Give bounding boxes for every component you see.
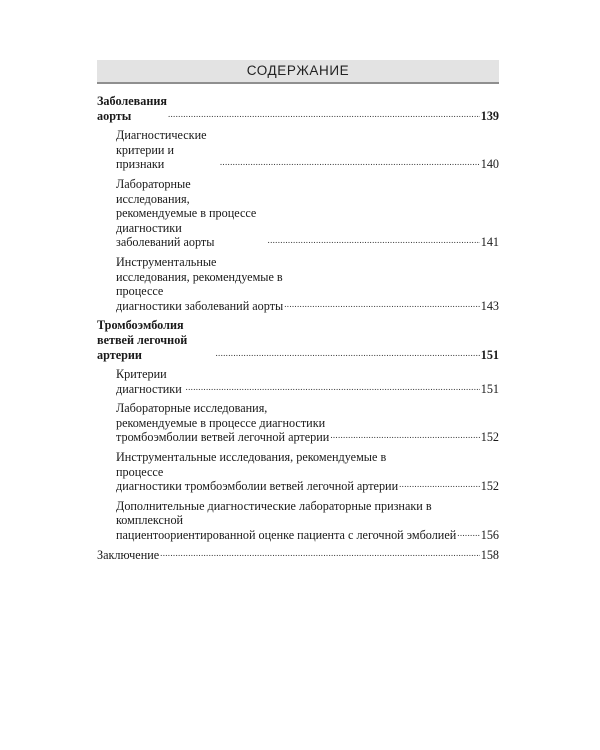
toc-title: СОДЕРЖАНИЕ xyxy=(246,63,350,78)
toc-entry-conclusion[interactable] xyxy=(97,548,499,563)
toc-entry-title: Тромбоэмболия ветвей легочной артерии xyxy=(97,318,188,362)
toc-entry-title-line2: диагностики тромбоэмболии ветвей легочной артерии xyxy=(116,479,399,494)
dot-leader xyxy=(186,380,480,395)
dot-leader xyxy=(160,546,480,561)
toc-entry-page: 152 xyxy=(480,430,499,445)
toc-entry-title-line2: тромбоэмболии ветвей легочной артерии xyxy=(116,430,330,445)
toc-entry-title xyxy=(116,401,329,445)
toc-entry-lab-tests-aorta[interactable] xyxy=(97,177,499,250)
toc-entry-page: 151 xyxy=(480,381,499,396)
toc-entry-page: 140 xyxy=(480,157,499,172)
toc-entry-title: Заболевания аорты xyxy=(97,94,167,123)
toc-entry-title-line1: Инструментальные исследования, рекомендуемые в процессе xyxy=(116,450,387,479)
toc-entry-title xyxy=(116,255,283,313)
toc-entry-instrumental-tests-embolism[interactable] xyxy=(97,450,499,494)
toc-entry-instrumental-tests-aorta[interactable] xyxy=(97,255,499,313)
dot-leader xyxy=(268,233,480,248)
toc-header xyxy=(97,60,499,84)
toc-entry-title-line1: Дополнительные диагностические лабораторные признаки в комплексной xyxy=(116,498,432,528)
toc-entry-aorta-diseases[interactable] xyxy=(97,94,499,123)
dot-leader xyxy=(215,346,479,361)
toc-entry-title-line1: Лабораторные исследования, рекомендуемые в процессе диагностики xyxy=(116,176,257,235)
toc-entry-title-line1: Лабораторные исследования, рекомендуемые в процессе диагностики xyxy=(116,401,326,430)
table-of-contents xyxy=(97,94,499,567)
toc-entry-page: 151 xyxy=(480,347,499,362)
dot-leader xyxy=(399,477,480,492)
toc-entry-title-line1: Инструментальные исследования, рекомендуемые в процессе xyxy=(116,254,283,299)
toc-entry-title xyxy=(116,499,456,543)
dot-leader xyxy=(330,428,479,443)
toc-entry-additional-lab-signs[interactable] xyxy=(97,499,499,543)
dot-leader xyxy=(168,107,480,122)
toc-entry-lab-tests-embolism[interactable] xyxy=(97,401,499,445)
dot-leader xyxy=(284,297,480,312)
toc-entry-page: 152 xyxy=(480,479,499,494)
dot-leader xyxy=(457,526,479,541)
toc-entry-title: Критерии диагностики xyxy=(116,367,182,396)
toc-entry-title: Диагностические критерии и признаки xyxy=(116,128,207,172)
toc-entry-page: 141 xyxy=(480,235,499,250)
toc-entry-diagnostic-criteria[interactable] xyxy=(97,367,499,396)
toc-entry-page: 158 xyxy=(480,547,499,562)
toc-entry-title-line2: пациентоориентированной оценке пациента с легочной эмболией xyxy=(116,528,457,543)
toc-entry-pulmonary-embolism[interactable] xyxy=(97,318,499,362)
dot-leader xyxy=(220,155,480,170)
toc-entry-diagnostic-criteria-signs[interactable] xyxy=(97,128,499,172)
toc-entry-page: 143 xyxy=(480,298,499,313)
toc-entry-title: Заключение xyxy=(97,547,160,562)
toc-entry-title-line2: диагностики заболеваний аорты xyxy=(116,298,284,313)
toc-entry-title-line2: заболеваний аорты xyxy=(116,235,215,250)
toc-entry-page: 156 xyxy=(480,528,499,543)
toc-entry-title xyxy=(116,177,267,250)
toc-entry-title xyxy=(116,450,398,494)
toc-entry-page: 139 xyxy=(480,108,499,123)
